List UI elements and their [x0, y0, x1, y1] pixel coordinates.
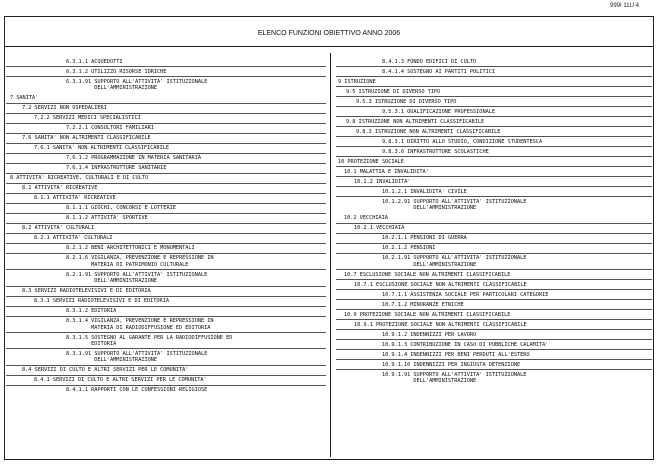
entry-text: 8.3.1.5 SOSTEGNO AL GARANTE PER LA RADIODIFFUSIONE ED: [66, 334, 233, 341]
page-number: 999I 11U 4: [610, 3, 639, 9]
list-item: [6, 351, 326, 364]
entry-text: 7.2 SERVIZI NON OSPEDALIERI: [22, 105, 107, 112]
list-item: [6, 298, 326, 304]
entry-text: DELL'AMMINISTRAZIONE: [382, 378, 477, 385]
entry-text: 8.4.1 SERVIZI DI CULTO E ALTRI SERVIZI PER LE COMUNITA': [34, 377, 207, 384]
list-item: [6, 308, 326, 314]
list-item: [336, 372, 652, 385]
list-item: [6, 387, 326, 393]
list-item: [6, 69, 326, 75]
entry-text: 8.1.1.1 GIOCHI, CONCORSI E LOTTERIE: [66, 205, 176, 212]
entry-text: 8.1 ATTIVITA' RICREATIVE: [22, 185, 98, 192]
entry-text: 9 ISTRUZIONE: [338, 79, 376, 85]
list-item: [336, 199, 652, 212]
list-item: [6, 377, 326, 383]
entry-text: 8.1.1.2 ATTIVITA' SPORTIVE: [66, 215, 148, 222]
entry-text: 10.9.1.10 INDENNIZZI PER INGIUSTA DETENZIONE: [382, 361, 521, 368]
list-item: [336, 59, 652, 65]
entry-text: 9.8.3 ISTRUZIONE NON ALTRIMENTI CLASSIFICABILE: [356, 129, 501, 135]
entry-text: 10.2.1 VECCHIAIA: [354, 225, 405, 232]
title-rule: [4, 46, 654, 47]
entry-text: 8.4.1.4 SOSTEGNO AI PARTITI POLITICI: [382, 69, 496, 75]
list-item: [336, 89, 652, 95]
entry-text: 6.3.1.2 UTILIZZO RISORSE IDRICHE: [66, 69, 167, 75]
list-item: [336, 129, 652, 135]
entry-text: 7 SANITA': [10, 95, 39, 102]
list-item: [336, 322, 652, 328]
entry-text: 10.7.1.1 ASSISTENZA SOCIALE PER PARTICOLARI CATEGORIE: [382, 291, 549, 298]
list-item: [6, 105, 326, 111]
entry-text: 8.3 SERVIZI RADIOTELEVISIVI E DI EDITORIA: [22, 288, 151, 295]
list-item: [336, 169, 652, 175]
entry-text: 7.6.1.2 PROGRAMMAZIONE IN MATERIA SANITARIA: [66, 155, 201, 162]
entry-text: 8.4.1.1 RAPPORTI CON LE CONFESSIONI RELIGIOSE: [66, 387, 208, 394]
entry-text: 10.1.2.1 INVALIDITA' CIVILE: [382, 189, 467, 195]
entry-text: MATERIA DI RADIODIFFUSIONE ED EDITORIA: [66, 324, 211, 331]
entry-text: 7.6 SANITA' NON ALTRIMENTI CLASSIFICABILE: [22, 135, 151, 142]
list-item: [6, 135, 326, 141]
list-item: [336, 312, 652, 318]
entry-text: DELL'AMMINISTRAZIONE: [66, 357, 158, 364]
right-column: [336, 59, 652, 388]
list-item: [336, 292, 652, 298]
document-title: ELENCO FUNZIONI OBIETTIVO ANNO 2006: [257, 30, 401, 37]
entry-text: 8.3.1.4 VIGILANZA, PREVENZIONE E REPRESSIONE IN: [66, 318, 214, 325]
entry-text: DELL'AMMINISTRAZIONE: [66, 85, 158, 92]
entry-text: 8.3.1.91 SUPPORTO ALL'ATTIVITA' ISTITUZIONALE: [66, 351, 208, 358]
entry-text: 8.2 ATTIVITA' CULTURALI: [22, 225, 95, 232]
entry-text: 8.2.1.6 VIGILANZA, PREVENZIONE E REPRESSIONE IN: [66, 255, 214, 262]
entry-text: 9.5 ISTRUZIONE DI DIVERSO TIPO: [346, 89, 441, 95]
entry-text: 8.2.1.91 SUPPORTO ALL'ATTIVITA' ISTITUZIONALE: [66, 271, 208, 278]
list-item: [336, 332, 652, 338]
list-item: [336, 225, 652, 231]
list-item: [6, 235, 326, 241]
entry-text: 10.7.1.2 MINORANZE ETNICHE: [382, 301, 464, 308]
list-item: [336, 235, 652, 241]
entry-text: 10.2.1.2 PENSIONI: [382, 245, 436, 252]
entry-text: 9.8.3.6 INFRASTRUTTURE SCOLASTICHE: [382, 149, 489, 155]
entry-text: DELL'AMMINISTRAZIONE: [382, 261, 477, 268]
entry-text: 10.9.1.3 CONTRIBUZIONE IN CASO DI PUBBLICHE CALAMITA': [382, 341, 549, 348]
entry-text: 10.1 MALATTIA E INVALIDITA': [344, 169, 429, 175]
list-item: [6, 245, 326, 251]
list-item: [6, 115, 326, 121]
list-item: [336, 342, 652, 348]
list-item: [6, 272, 326, 285]
list-item: [336, 159, 652, 165]
entry-text: 10 PROTEZIONE SOCIALE: [338, 159, 404, 165]
entry-text: 7.2.2 SERVIZI MEDICI SPECIALISTICI: [34, 115, 141, 122]
list-item: [336, 272, 652, 278]
entry-text: 8.1.1 ATTIVITA' RICREATIVE: [34, 195, 116, 202]
entry-text: 9.5.3 ISTRUZIONE DI DIVERSO TIPO: [356, 99, 457, 105]
list-item: [336, 282, 652, 288]
list-item: [336, 69, 652, 75]
list-item: [6, 255, 326, 268]
list-item: [6, 318, 326, 331]
list-item: [6, 59, 326, 65]
entry-text: 9.8.3.1 DIRITTO ALLO STUDIO, CONDIZIONE STUDENTESCA: [382, 139, 543, 145]
list-item: [336, 149, 652, 155]
entry-text: 8.2.1 ATTIVITA' CULTURALI: [34, 235, 113, 242]
entry-text: 8.3.1.2 EDITORIA: [66, 308, 117, 315]
list-item: [336, 302, 652, 308]
entry-text: 9.5.3.1 QUALIFICAZIONE PROFESSIONALE: [382, 109, 496, 115]
entry-text: MATERIA DI PATRIMONIO CULTURALE: [66, 261, 189, 268]
list-item: [336, 139, 652, 145]
entry-text: 8.2.1.2 BENI ARCHITETTONICI E MONUMENTALI: [66, 245, 195, 252]
entry-text: 10.7 ESCLUSIONE SOCIALE NON ALTRIMENTI CLASSIFICABILE: [344, 271, 511, 278]
entry-text: 8 ATTIVITA' RICREATIVE, CULTURALI E DI CULTO: [10, 175, 149, 182]
entry-text: EDITORIA: [66, 341, 117, 348]
list-item: [6, 195, 326, 201]
entry-text: 7.2.2.1 CONSULTORI FAMILIARI: [66, 125, 154, 132]
entry-text: 10.1.2.91 SUPPORTO ALL'ATTIVITA' ISTITUZIONALE: [382, 199, 527, 205]
entry-text: DELL'AMMINISTRAZIONE: [66, 278, 158, 285]
entry-text: 9.8 ISTRUZIONE NON ALTRIMENTI CLASSIFICABILE: [346, 119, 485, 125]
left-column: [6, 59, 326, 397]
entry-text: 10.1.2 INVALIDITA': [354, 179, 411, 185]
column-divider: [330, 53, 331, 457]
list-item: [336, 99, 652, 105]
entry-text: 7.6.1.4 INFRASTRUTTURE SANITARIE: [66, 165, 167, 172]
list-item: [6, 145, 326, 151]
list-item: [6, 79, 326, 92]
list-item: [6, 367, 326, 373]
entry-text: 10.9.1.91 SUPPORTO ALL'ATTIVITA' ISTITUZIONALE: [382, 371, 527, 378]
list-item: [336, 215, 652, 221]
entry-text: 8.4.1.3 FONDO EDIFICI DI CULTO: [382, 59, 477, 65]
list-item: [6, 125, 326, 131]
list-item: [6, 225, 326, 231]
entry-text: 10.9.1.4 INDENNIZZI PER BENI PERDUTI ALL'ESTERO: [382, 351, 530, 358]
entry-text: 6.3.1.1 ACQUEDOTTI: [66, 59, 123, 65]
list-item: [336, 255, 652, 268]
entry-text: 6.3.1.91 SUPPORTO ALL'ATTIVITA' ISTITUZIONALE: [66, 79, 208, 85]
entry-text: DELL'AMMINISTRAZIONE: [382, 205, 477, 212]
list-item: [336, 362, 652, 368]
list-item: [6, 205, 326, 211]
list-item: [336, 179, 652, 185]
list-item: [6, 155, 326, 161]
list-item: [6, 165, 326, 171]
list-item: [336, 352, 652, 358]
list-item: [336, 109, 652, 115]
entry-text: 10.7.1 ESCLUSIONE SOCIALE NON ALTRIMENTI CLASSIFICABILE: [354, 281, 527, 288]
list-item: [336, 189, 652, 195]
list-item: [6, 335, 326, 348]
list-item: [6, 175, 326, 181]
entry-text: 10.9.1 PROTEZIONE SOCIALE NON ALTRIMENTI CLASSIFICABILE: [354, 321, 527, 328]
entry-text: 10.2.1.1 PENSIONI DI GUERRA: [382, 235, 467, 242]
list-item: [336, 79, 652, 85]
list-item: [6, 288, 326, 294]
entry-text: 8.4 SERVIZI DI CULTO E ALTRI SERVIZI PER LE COMUNITA': [22, 367, 189, 374]
entry-text: 10.2.1.91 SUPPORTO ALL'ATTIVITA' ISTITUZIONALE: [382, 255, 527, 262]
entry-text: 10.9 PROTEZIONE SOCIALE NON ALTRIMENTI CLASSIFICABILE: [344, 311, 511, 318]
list-item: [336, 119, 652, 125]
entry-text: 7.6.1 SANITA' NON ALTRIMENTI CLASSIFICABILE: [34, 145, 169, 152]
list-item: [336, 245, 652, 251]
list-item: [6, 185, 326, 191]
entry-text: 10.9.1.2 INDENNIZZI PER LAVORO: [382, 331, 477, 338]
list-item: [6, 95, 326, 101]
entry-text: 10.2 VECCHIAIA: [344, 215, 388, 222]
entry-text: 8.3.1 SERVIZI RADIOTELEVISIVI E DI EDITORIA: [34, 298, 169, 305]
list-item: [6, 215, 326, 221]
